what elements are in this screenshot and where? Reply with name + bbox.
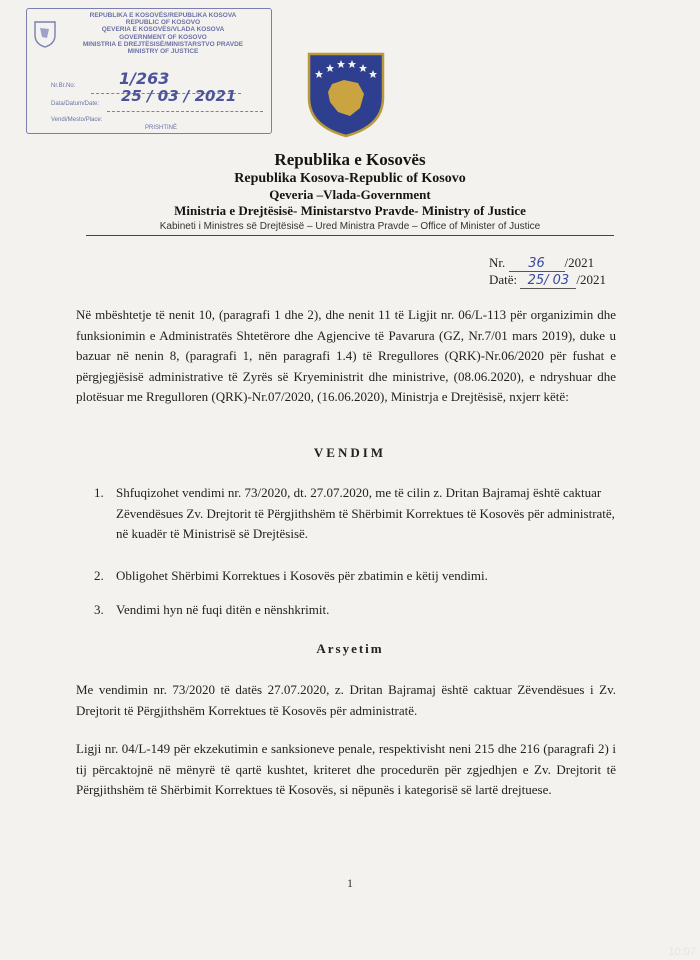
intro-paragraph: Në mbështetje të nenit 10, (paragrafi 1 dhe 2), dhe nenit 11 të Ligjit nr. 06/L-113 për organizimin dhe funksionimin e Administratës Shtetërore dhe Agjencive të Pavarura (GZ, Nr.7/01 mars 2019), duke u bazuar në nenin 8, (paragrafi 1, nën paragrafi 1.4) të Rregullores (QRK)-Nr.06/2020 për fushat e përgjegjësisë administrative të Zyrës së Kryeministrit dhe ministrive, (08.06.2020), e ndryshuar dhe plotësuar me Rregulloren (QRK)-Nr.07/2020, (16.06.2020), Ministrja e Drejtësisë, nxjerr këtë: [76, 307, 616, 404]
stamp-place-value: PRISHTINË [145, 125, 178, 131]
stamp-line: MINISTRY OF JUSTICE [127, 48, 199, 56]
item-number: 1. [94, 485, 104, 500]
official-stamp [26, 8, 272, 134]
stamp-line: REPUBLIC OF KOSOVO [125, 19, 201, 27]
header-republic-sq: Republika e Kosovës [274, 150, 426, 169]
stamp-header [63, 12, 263, 55]
page-number: 1 [347, 876, 353, 890]
header-cabinet: Kabineti i Ministres së Drejtësisë – Ured Ministra Pravde – Office of Minister of Justice [159, 221, 541, 232]
item-text: Obligohet Shërbimi Korrektues i Kosovës për zbatimin e këtij vendimi. [116, 568, 488, 583]
header-ministry: Ministria e Drejtësisë- Ministarstvo Pravde- Ministry of Justice [174, 203, 526, 218]
stamp-nr-label: Nr.Br.No: [51, 83, 76, 89]
corner-overlay-text: 10:07 [668, 946, 696, 958]
item-number: 2. [94, 568, 104, 583]
item-number: 3. [94, 602, 104, 617]
kosovo-coat-of-arms-icon [306, 50, 386, 138]
ref-nr-value: 36 [509, 256, 565, 272]
header-government: Qeveria –Vlada-Government [269, 187, 431, 202]
stamp-emblem-icon [33, 19, 57, 49]
stamp-line: MINISTRIA E DREJTËSISË/MINISTARSTVO PRAVDE [82, 40, 244, 48]
reference-date [489, 272, 606, 289]
header-divider [86, 235, 614, 236]
decision-title: VENDIM [313, 445, 387, 460]
reasoning-title: Arsyetim [316, 641, 384, 656]
reasoning-paragraph: Ligji nr. 04/L-149 për ekzekutimin e sanksioneve penale, respektivisht neni 215 dhe 216 (paragrafi 2) i tij përcaktojnë në mënyrë të qartë kushtet, kriteret dhe procedurën për zgjedhjen e Zv. Drejtorit të Përgjithshëm të Shërbimit Korrektues të Kosovës, si nëpunës i kategorisë së lartë drejtuese. [76, 741, 616, 797]
stamp-date-label: Data/Datum/Date: [51, 101, 100, 107]
stamp-line: GOVERNMENT OF KOSOVO [119, 33, 207, 41]
stamp-line: QEVERIA E KOSOVËS/VLADA KOSOVA [101, 26, 225, 34]
ref-date-label: Datë: [489, 272, 518, 287]
item-text: Vendimi hyn në fuqi ditën e nënshkrimit. [116, 602, 330, 617]
ref-nr-label: Nr. [489, 255, 506, 270]
stamp-nr-value: 1/263 [119, 69, 170, 88]
ref-date-value: 25/ 03 [520, 273, 576, 289]
ref-date-year: /2021 [576, 272, 607, 287]
reasoning-paragraph: Me vendimin nr. 73/2020 të datës 27.07.2020, z. Dritan Bajramaj është caktuar Zëvendësues i Zv. Drejtorit të Përgjithshëm Korrektues të Kosovës për administratë. [76, 682, 616, 718]
header-republic-sr-en: Republika Kosova-Republic of Kosovo [234, 171, 466, 186]
stamp-place-label: Vendi/Mesto/Place: [51, 117, 103, 123]
stamp-date-value: 25 / 03 / 2021 [121, 87, 237, 105]
ref-nr-year: /2021 [564, 255, 595, 270]
stamp-date-underline [107, 111, 263, 112]
item-text: Shfuqizohet vendimi nr. 73/2020, dt. 27.07.2020, me të cilin z. Dritan Bajramaj është caktuar Zëvendësues Zv. Drejtorit të Përgjithshëm të Shërbimit Korrektues të Kosovës për administratë, në kuadër të Ministrisë së Drejtësisë. [116, 485, 615, 541]
stamp-line: REPUBLIKA E KOSOVËS/REPUBLIKA KOSOVA [89, 12, 237, 19]
reference-number [489, 255, 594, 272]
